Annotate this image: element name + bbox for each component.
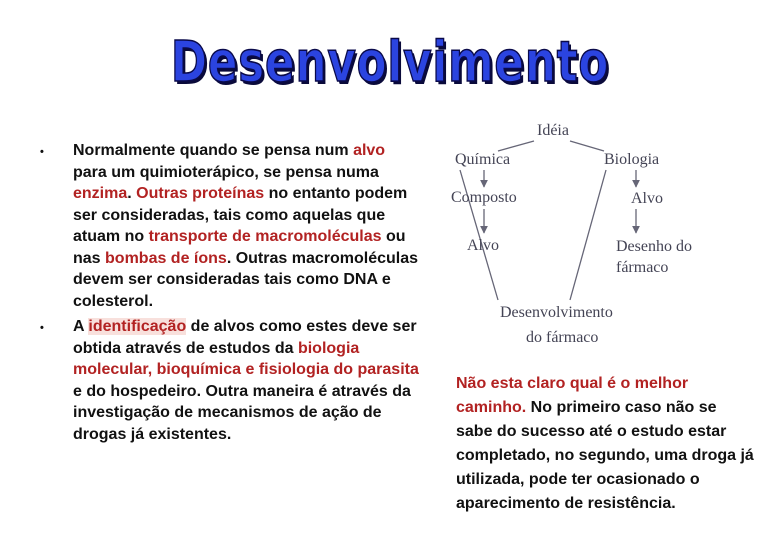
diagram-node-desenv-line2: do fármaco xyxy=(526,329,599,346)
diagram-node-composto: Composto xyxy=(451,189,517,206)
diagram-node-desenho-line1: Desenho do xyxy=(616,238,692,255)
bullet-text-segment: e do hospedeiro. Outra maneira é através da investigação de mecanismos de ação de drogas já existentes. xyxy=(73,382,411,443)
highlighted-term: enzima xyxy=(73,185,128,202)
bullet-text-segment: . Outras macromoléculas devem ser consideradas tais como DNA e colesterol. xyxy=(73,249,418,310)
highlighted-term: alvo xyxy=(353,142,386,159)
note-paragraph xyxy=(456,372,756,516)
highlighted-term: biologia molecular, bioquímica e fisiologia do parasita xyxy=(73,339,419,378)
bullet-text-segment: ou nas xyxy=(73,228,406,267)
bullet-text-segment: de alvos como estes deve ser obtida através de estudos da xyxy=(73,318,417,357)
bullet-item xyxy=(40,140,420,312)
diagram-node-alvo-left: Alvo xyxy=(467,237,499,254)
bullet-text-segment: . xyxy=(127,185,137,202)
drug-development-diagram xyxy=(440,115,740,355)
bullet-item xyxy=(40,316,420,445)
ideia-to-quimica-line xyxy=(498,141,534,151)
diagram-node-quimica: Química xyxy=(455,151,511,168)
bullet-text xyxy=(73,318,419,443)
bullet-dot-icon: • xyxy=(40,146,44,158)
diagram-node-alvo-right: Alvo xyxy=(631,190,663,207)
diagram-node-ideia: Idéia xyxy=(537,122,569,139)
highlighted-term: Outras proteínas xyxy=(136,185,265,202)
diagram-node-desenv-line1: Desenvolvimento xyxy=(500,304,613,321)
highlighted-term: identificação xyxy=(88,318,187,335)
bullet-dot-icon: • xyxy=(40,322,44,334)
diagram-node-biologia: Biologia xyxy=(604,151,660,168)
bullet-text-segment: no entanto podem ser consideradas, tais como aquelas que atuam no xyxy=(73,185,408,245)
ideia-to-biologia-line xyxy=(570,141,604,151)
bullet-text-segment: Normalmente quando se pensa num xyxy=(73,142,354,159)
bullet-text xyxy=(73,142,418,310)
highlighted-term: transporte de macromoléculas xyxy=(148,228,382,245)
diagram-node-desenho-line2: fármaco xyxy=(616,259,669,276)
bullet-text-segment: A xyxy=(73,318,89,335)
highlighted-term: bombas de íons xyxy=(105,249,227,267)
note-red-text: Não esta claro qual é o melhor caminho. xyxy=(456,375,689,416)
biologia-to-desenv-line xyxy=(570,170,606,300)
page-title: Desenvolvimento xyxy=(170,30,610,95)
bullet-text-segment: para um quimioterápico, se pensa numa xyxy=(73,163,379,181)
bullet-list xyxy=(40,140,420,449)
note-plain-text: No primeiro caso não se sabe do sucesso até o estudo estar completado, no segundo, uma droga já utilizada, pode ter ocasionado o aparecimento de resistência. xyxy=(456,399,754,512)
